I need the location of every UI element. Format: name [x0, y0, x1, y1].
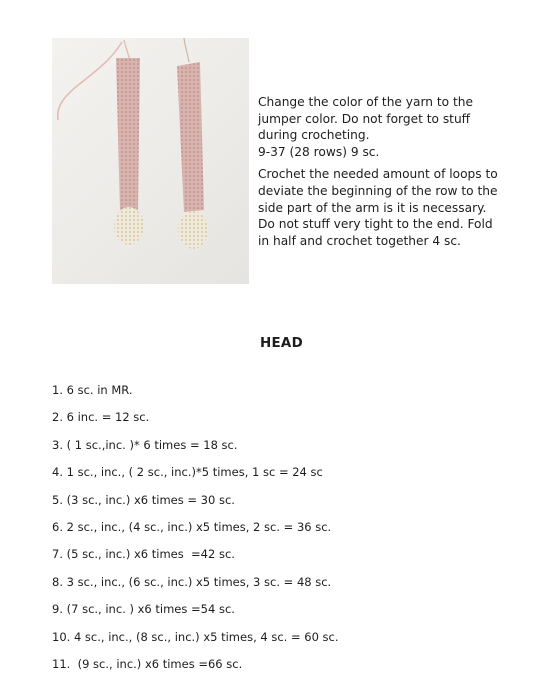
instructions-text: [258, 94, 520, 249]
list-item: 10. 4 sc., inc., (8 sc., inc.) x5 times, 4 sc. = 60 sc.: [52, 629, 339, 644]
right-arm: [177, 62, 204, 212]
head-rows-list: [52, 383, 339, 684]
left-arm: [116, 58, 140, 210]
section-heading-head: HEAD: [259, 336, 304, 351]
list-item: 9. (7 sc., inc. ) x6 times =54 sc.: [52, 602, 235, 617]
list-item: 1. 6 sc. in MR.: [52, 383, 133, 397]
yarn-tail-right: [184, 38, 189, 62]
crocheted-arms-photo: [52, 38, 249, 284]
list-item: 4. 1 sc., inc., ( 2 sc., inc.)*5 times, 1 sc = 24 sc: [52, 465, 323, 480]
instruction-paragraph-finish: Crochet the needed amount of loops to deviate the beginning of the row to the side part of the arm is it is necessary. Do not stuff very tight to the end. Fold in half and crochet together 4 sc.: [258, 167, 498, 248]
crocheted-arms-illustration: [52, 38, 249, 284]
list-item: 5. (3 sc., inc.) x6 times = 30 sc.: [52, 492, 235, 507]
left-hand: [114, 207, 144, 245]
list-item: 8. 3 sc., inc., (6 sc., inc.) x5 times, 3 sc. = 48 sc.: [52, 574, 332, 589]
list-item: 3. ( 1 sc.,inc. )* 6 times = 18 sc.: [52, 437, 238, 452]
list-item: 6. 2 sc., inc., (4 sc., inc.) x5 times, 2 sc. = 36 sc.: [52, 519, 332, 534]
yarn-tail-left: [58, 42, 122, 120]
list-item: 7. (5 sc., inc.) x6 times =42 sc.: [52, 547, 235, 562]
list-item: 11. (9 sc., inc.) x6 times =66 sc.: [52, 656, 243, 671]
right-hand: [178, 211, 208, 249]
yarn-tail-left-top: [124, 40, 130, 60]
instruction-paragraph-color: Change the color of the yarn to the jumper color. Do not forget to stuff during crocheting. 9-37 (28 rows) 9 sc.: [258, 95, 473, 159]
list-item: 2. 6 inc. = 12 sc.: [52, 410, 150, 425]
